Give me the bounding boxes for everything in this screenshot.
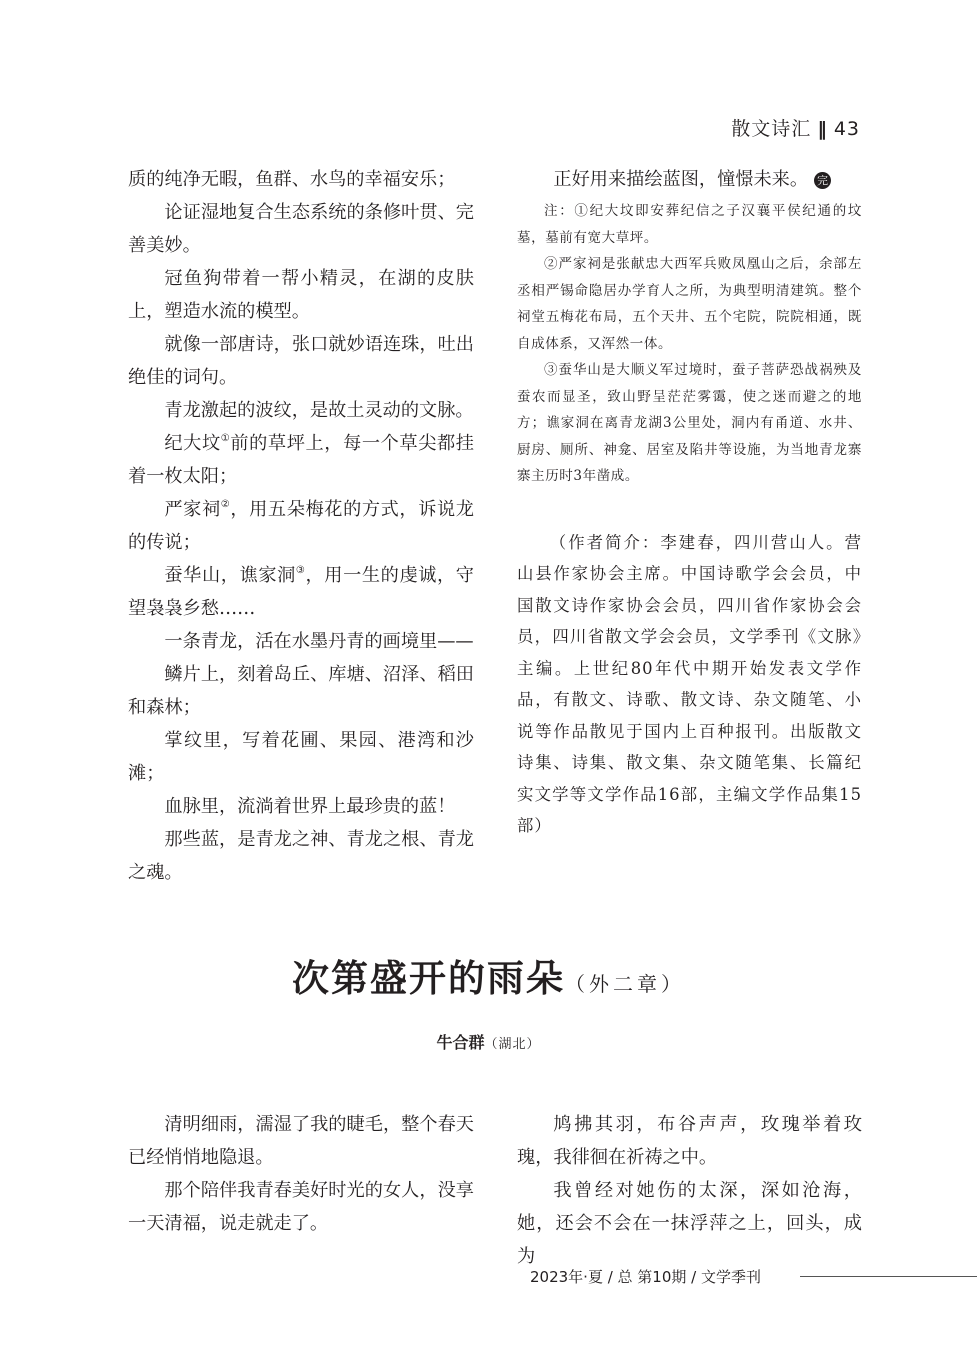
footnote-ref: ② [220,499,231,510]
footnotes [517,198,862,490]
poem-line: 论证湿地复合生态系统的条修叶贯、完善美妙。 [128,202,474,256]
poem-line: 青龙激起的波纹，是故土灵动的文脉。 [164,400,474,421]
footer-rule [800,1276,977,1277]
title-subtitle: （外二章） [565,972,685,996]
poem-line: 血脉里，流淌着世界上最珍贵的蓝！ [164,796,456,817]
author-bio: （作者简介：李建春，四川营山人。营山县作家协会主席。中国诗歌学会会员，中国散文诗作家协会会员，四川省作家协会会员，四川省散文学会会员，文学季刊《文脉》主编。上世纪80年代中期开始发表文学作品，有散文、诗歌、散文诗、杂文随笔、小说等作品散见于国内上百种报刊。出版散文诗集、诗集、散文集、杂文随笔集、长篇纪实文学等文学作品16部，主编文学作品集15部） [517,532,862,835]
end-mark-icon: 完 [814,172,831,189]
poem-line: 冠鱼狗带着一帮小精灵，在湖的皮肤上，塑造水流的模型。 [128,268,474,322]
line-text: 前的草坪上，每一个草尖都挂着一枚太阳； [128,433,474,487]
footnote-ref: ① [220,433,231,444]
line-text: 纪大坟 [164,433,221,454]
article-left-column [128,1108,474,1240]
footnote: ②严家祠是张献忠大西军兵败凤凰山之后，余部左丞相严锡命隐居办学育人之所，为典型明清建筑。整个祠堂五梅花布局，五个天井、五个宅院，院院相通，既自成体系，又浑然一体。 [517,256,862,352]
page-number: 43 [833,118,860,140]
article-paragraph: 那个陪伴我青春美好时光的女人，没享一天清福，说走就走了。 [128,1180,474,1234]
poem-line: 掌纹里，写着花圃、果园、港湾和沙滩； [128,730,474,784]
section-name: 散文诗汇 [731,118,812,140]
line-text: 严家祠 [164,499,221,520]
closing-line [517,163,862,196]
page-footer [530,1266,977,1286]
article-author [0,1030,977,1053]
footnote: 注：①纪大坟即安葬纪信之子汉襄平侯纪通的坟墓，墓前有宽大草坪。 [517,203,862,246]
poem-line: 一条青龙，活在水墨丹青的画境里—— [164,631,474,652]
poem-line: 鳞片上，刻着岛丘、库塘、沼泽、稻田和森林； [128,664,474,718]
title-text: 次第盛开的雨朵 [292,957,565,1000]
line-text: ，用一生的虔诚，守望袅袅乡愁…… [128,565,474,619]
poem-line [128,427,474,493]
header-separator: ‖ [817,118,828,140]
footnote: ③蚕华山是大顺义军过境时，蚕子菩萨恐战祸殃及蚕农而显圣，致山野呈茫茫雾霭，使之迷而避之的地方；谯家洞在离青龙湖3公里处，洞内有甬道、水井、厨房、厕所、神龛、居室及陷井等设施，为当地青龙寨寨主历时3年凿成。 [517,362,862,484]
author-region: （湖北） [484,1037,541,1052]
article-right-column [517,1108,862,1273]
article-paragraph: 鸠拂其羽，布谷声声，玫瑰举着玫瑰，我徘徊在祈祷之中。 [517,1114,862,1168]
poem-line: 质的纯净无暇，鱼群、水鸟的幸福安乐； [128,169,456,190]
footnote-ref: ③ [295,565,306,576]
line-text: 蚕华山，谯家洞 [164,565,296,586]
poem-line: 那些蓝，是青龙之神、青龙之根、青龙之魂。 [128,829,474,883]
poem-line [128,559,474,625]
author-name: 牛合群 [436,1033,485,1052]
poem-line [128,493,474,559]
article-paragraph: 清明细雨，濡湿了我的睫毛，整个春天已经悄悄地隐退。 [128,1114,474,1168]
right-column [517,163,862,842]
left-column [128,163,474,889]
closing-text: 正好用来描绘蓝图，憧憬未来。 [553,169,809,190]
running-header [731,114,860,141]
article-title [0,948,977,1002]
footer-text: 2023年·夏 / 总 第10期 / 文学季刊 [530,1268,761,1286]
article-paragraph: 我曾经对她伤的太深，深如沧海，她，还会不会在一抹浮萍之上，回头，成为 [517,1180,862,1267]
line-text: ，用五朵梅花的方式，诉说龙的传说； [128,499,474,553]
poem-line: 就像一部唐诗，张口就妙语连珠，吐出绝佳的词句。 [128,334,474,388]
